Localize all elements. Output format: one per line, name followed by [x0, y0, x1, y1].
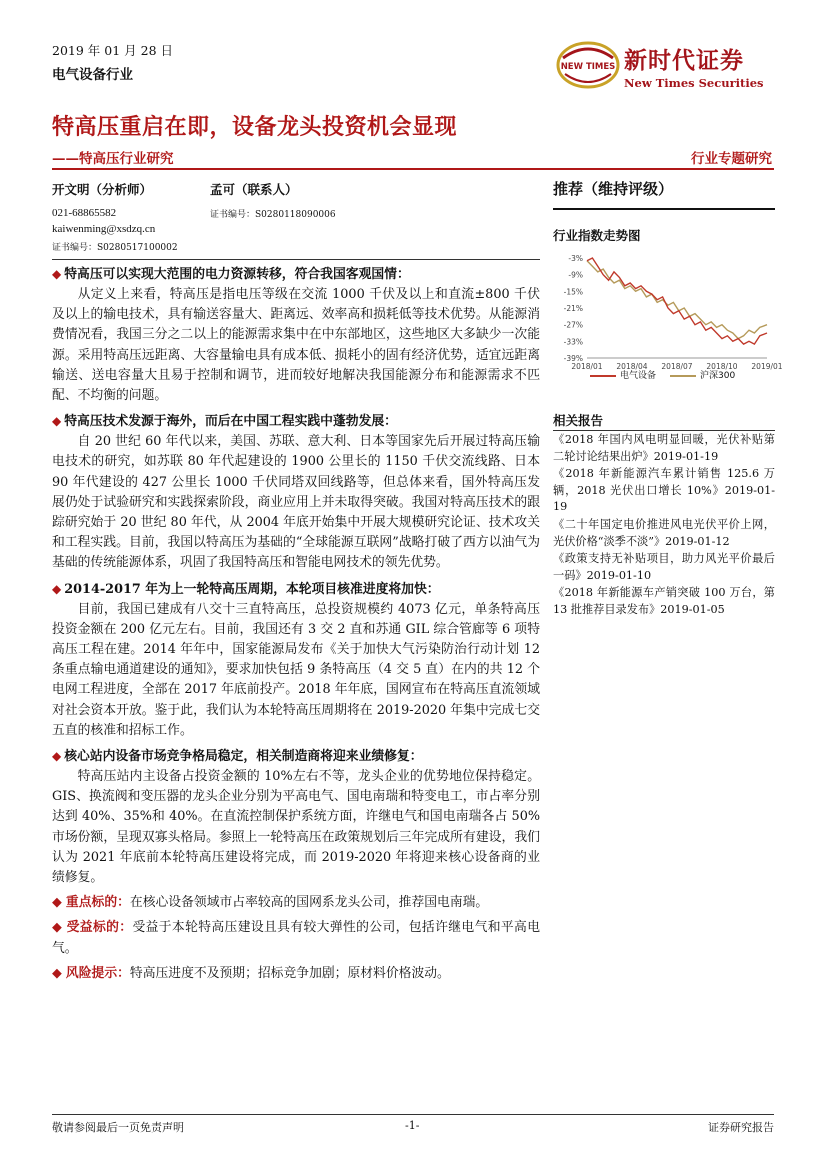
section [52, 411, 540, 573]
section-heading: 2014-2017 年为上一轮特高压周期，本轮项目核准进度将加快： [64, 581, 440, 597]
report-subtitle: ——特高压行业研究 [52, 151, 174, 167]
sidebar [553, 178, 783, 398]
y-tick-label: -33% [563, 337, 583, 347]
report-date: 2019 年 01 月 28 日 [52, 43, 173, 58]
footer-disclaimer[interactable]: 敬请参阅最后一页免责声明 [52, 1121, 184, 1134]
footer-divider [52, 1114, 774, 1115]
x-tick-label: 2018/04 [616, 362, 648, 371]
logo-mark-text: NEW TIMES [560, 62, 616, 72]
diamond-bullet-icon: ◆ [52, 267, 62, 281]
rating: 推荐（维持评级） [553, 180, 674, 198]
y-tick-label: -27% [563, 320, 583, 330]
y-tick-label: -39% [563, 354, 583, 363]
section-paragraph: 自 20 世纪 60 年代以来，美国、苏联、意大利、日本等国家先后开展过特高压输电技术的研究，如苏联 80 年代起建设的 1900 公里长的 1150 千伏交流线路、日本 90 年代建设的 427 公里长 1000 千伏同塔双回线路等，但总体来看，国外特高压发展仍处于试验研究和实践探索阶段，商业应用上并未取得突破。我国对特高压技术的跟踪研究始于 20 世纪 80 年代，从 2004 年底开始集中开展大规模研究论证、技术攻关和工程实践。目前，我国以特高压为基础的“全球能源互联网”战略打破了西方以油气为基础的传统能源体系，巩固了我国特高压和智能电网技术的领先优势。 [52, 434, 540, 571]
related-divider [553, 430, 775, 431]
contact-cert: 证书编号：S0280118090006 [210, 210, 336, 220]
main-body [52, 264, 540, 989]
page-number: -1- [405, 1119, 420, 1132]
diamond-bullet-icon: ◆ [52, 965, 66, 981]
report-type: 行业专题研究 [691, 151, 772, 167]
logo-text-en: New Times Securities [624, 76, 764, 90]
logo-text-cn: 新时代证券 [624, 47, 744, 74]
legend-item [670, 368, 735, 381]
index-chart-svg [553, 250, 783, 378]
x-tick-label: 2018/10 [706, 362, 738, 371]
author-block [52, 180, 542, 260]
contact-name: 孟可（联系人） [210, 182, 298, 197]
title-divider [52, 168, 774, 170]
key-item-label: 受益标的： [66, 920, 133, 936]
related-report-link[interactable]: 《二十年国定电价推进风电光伏平价上网，光伏价格“淡季不淡”》2019-01-12 [553, 517, 775, 548]
legend-swatch [670, 375, 696, 377]
series-line [587, 258, 767, 344]
y-tick-label: -9% [568, 270, 583, 280]
section [52, 264, 540, 406]
legend-swatch [590, 375, 616, 377]
key-item [52, 918, 540, 958]
diamond-bullet-icon: ◆ [52, 895, 66, 911]
footer-label: 证券研究报告 [708, 1121, 774, 1134]
key-item-text: 受益于本轮特高压建设且具有较大弹性的公司，包括许继电气和平高电气。 [52, 920, 540, 956]
section-paragraph: 从定义上来看，特高压是指电压等级在交流 1000 千伏及以上和直流±800 千伏及以上的输电技术，具有输送容量大、距离远、效率高和损耗低等技术优势。从能源消费情况看，我国三分之二以上的能源需求集中在中东部地区，这些地区大多缺少一次能源。采用特高压远距离、大容量输电具有成本低、损耗小的固有经济优势，适宜远距离输送、送电容量大且易于控制和调节，进而较好地解决我国能源分布和能源需求不匹配、不均衡的问题。 [52, 287, 540, 404]
report-title: 特高压重启在即，设备龙头投资机会显现 [52, 114, 458, 140]
chart-legend [590, 368, 735, 381]
x-tick-label: 2019/01 [751, 362, 783, 371]
y-tick-label: -21% [563, 304, 583, 313]
diamond-bullet-icon: ◆ [52, 920, 67, 936]
section-heading: 特高压技术发源于海外，而后在中国工程实践中蓬勃发展： [64, 414, 397, 430]
related-report-link[interactable]: 《2018 年新能源汽车累计销售 125.6 万辆，2018 光伏出口增长 10%》2019-01-19 [553, 467, 775, 514]
y-tick-label: -3% [568, 254, 583, 263]
analyst-cert: 证书编号：S0280517100002 [52, 243, 178, 253]
legend-label: 沪深300 [700, 371, 736, 381]
diamond-bullet-icon: ◆ [52, 414, 62, 429]
related-reports-title: 相关报告 [553, 413, 604, 428]
logo-mark-icon [555, 38, 621, 94]
analyst-phone: 021-68865582 [52, 207, 117, 219]
diamond-bullet-icon: ◆ [52, 749, 62, 764]
key-item-label: 风险提示： [65, 965, 130, 981]
key-item [52, 964, 540, 984]
section-heading: 特高压可以实现大范围的电力资源转移，符合我国客观国情： [64, 267, 410, 282]
related-reports-list [553, 432, 775, 620]
section [52, 746, 540, 888]
rating-divider [553, 208, 775, 210]
x-tick-label: 2018/01 [571, 362, 603, 371]
section-paragraph: 特高压站内主设备占投资金额的 10%左右不等，龙头企业的优势地位保持稳定。GIS、换流阀和变压器的龙头企业分别为平高电气、国电南瑞和特变电工，市占率分别达到 40%、35%和 40%。在直流控制保护系统方面，许继电气和国电南瑞各占 50%市场份额，呈现双寡头格局。参照上一轮特高压在政策规划后三年完成所有建设，我们认为 2021 年底前本轮特高压建设将完成，而 2019-2020 年将迎来核心设备商的业绩修复。 [52, 769, 540, 886]
key-item-label: 重点标的： [65, 895, 130, 911]
related-report-link[interactable]: 《政策支持无补贴项目，助力风光平价最后一码》2019-01-10 [553, 552, 775, 582]
section-heading: 核心站内设备市场竞争格局稳定，相关制造商将迎来业绩修复： [64, 749, 423, 765]
related-report-link[interactable]: 《2018 年国内风电明显回暖，光伏补贴第二轮讨论结果出炉》2019-01-19 [553, 433, 775, 463]
legend-item [590, 368, 656, 381]
diamond-bullet-icon: ◆ [52, 581, 62, 596]
x-tick-label: 2018/07 [661, 362, 693, 371]
key-item [52, 893, 540, 913]
key-item-text: 特高压进度不及预期；招标竞争加剧；原材料价格波动。 [129, 965, 450, 981]
related-report-link[interactable]: 《2018 年新能源车产销突破 100 万台，第 13 批推荐目录发布》2019-01-05 [553, 586, 775, 616]
legend-label: 电气设备 [620, 371, 657, 381]
section [52, 579, 540, 741]
key-item-text: 在核心设备领域市占率较高的国网系龙头公司，推荐国电南瑞。 [129, 895, 489, 911]
section-paragraph: 目前，我国已建成有八交十三直特高压，总投资规模约 4073 亿元，单条特高压投资金额在 200 亿元左右。目前，我国还有 3 交 2 直和苏通 GIL 综合管廊等 6 项特高压工程在建。2014 年年中，国家能源局发布《关于加快大气污染防治行动计划 12 条重点输电通道建设的通知》，要求加快包括 9 条特高压（4 交 5 直）在内的共 12 个电网工程进度，全部在 2017 年底前投产。2018 年年底，国网宣布在特高压直流领域对社会资本开放。鉴于此，我们认为本轮特高压周期将在 2019-2020 年集中完成七交五直的核准和招标工作。 [52, 601, 540, 738]
industry-label: 电气设备行业 [52, 67, 133, 83]
brand-logo [555, 38, 770, 94]
y-tick-label: -15% [563, 287, 583, 297]
analyst-name: 开文明（分析师） [52, 182, 153, 197]
analyst-email[interactable]: kaiwenming@xsdzq.cn [52, 223, 156, 235]
chart-title: 行业指数走势图 [553, 228, 641, 243]
author-divider [52, 259, 540, 260]
